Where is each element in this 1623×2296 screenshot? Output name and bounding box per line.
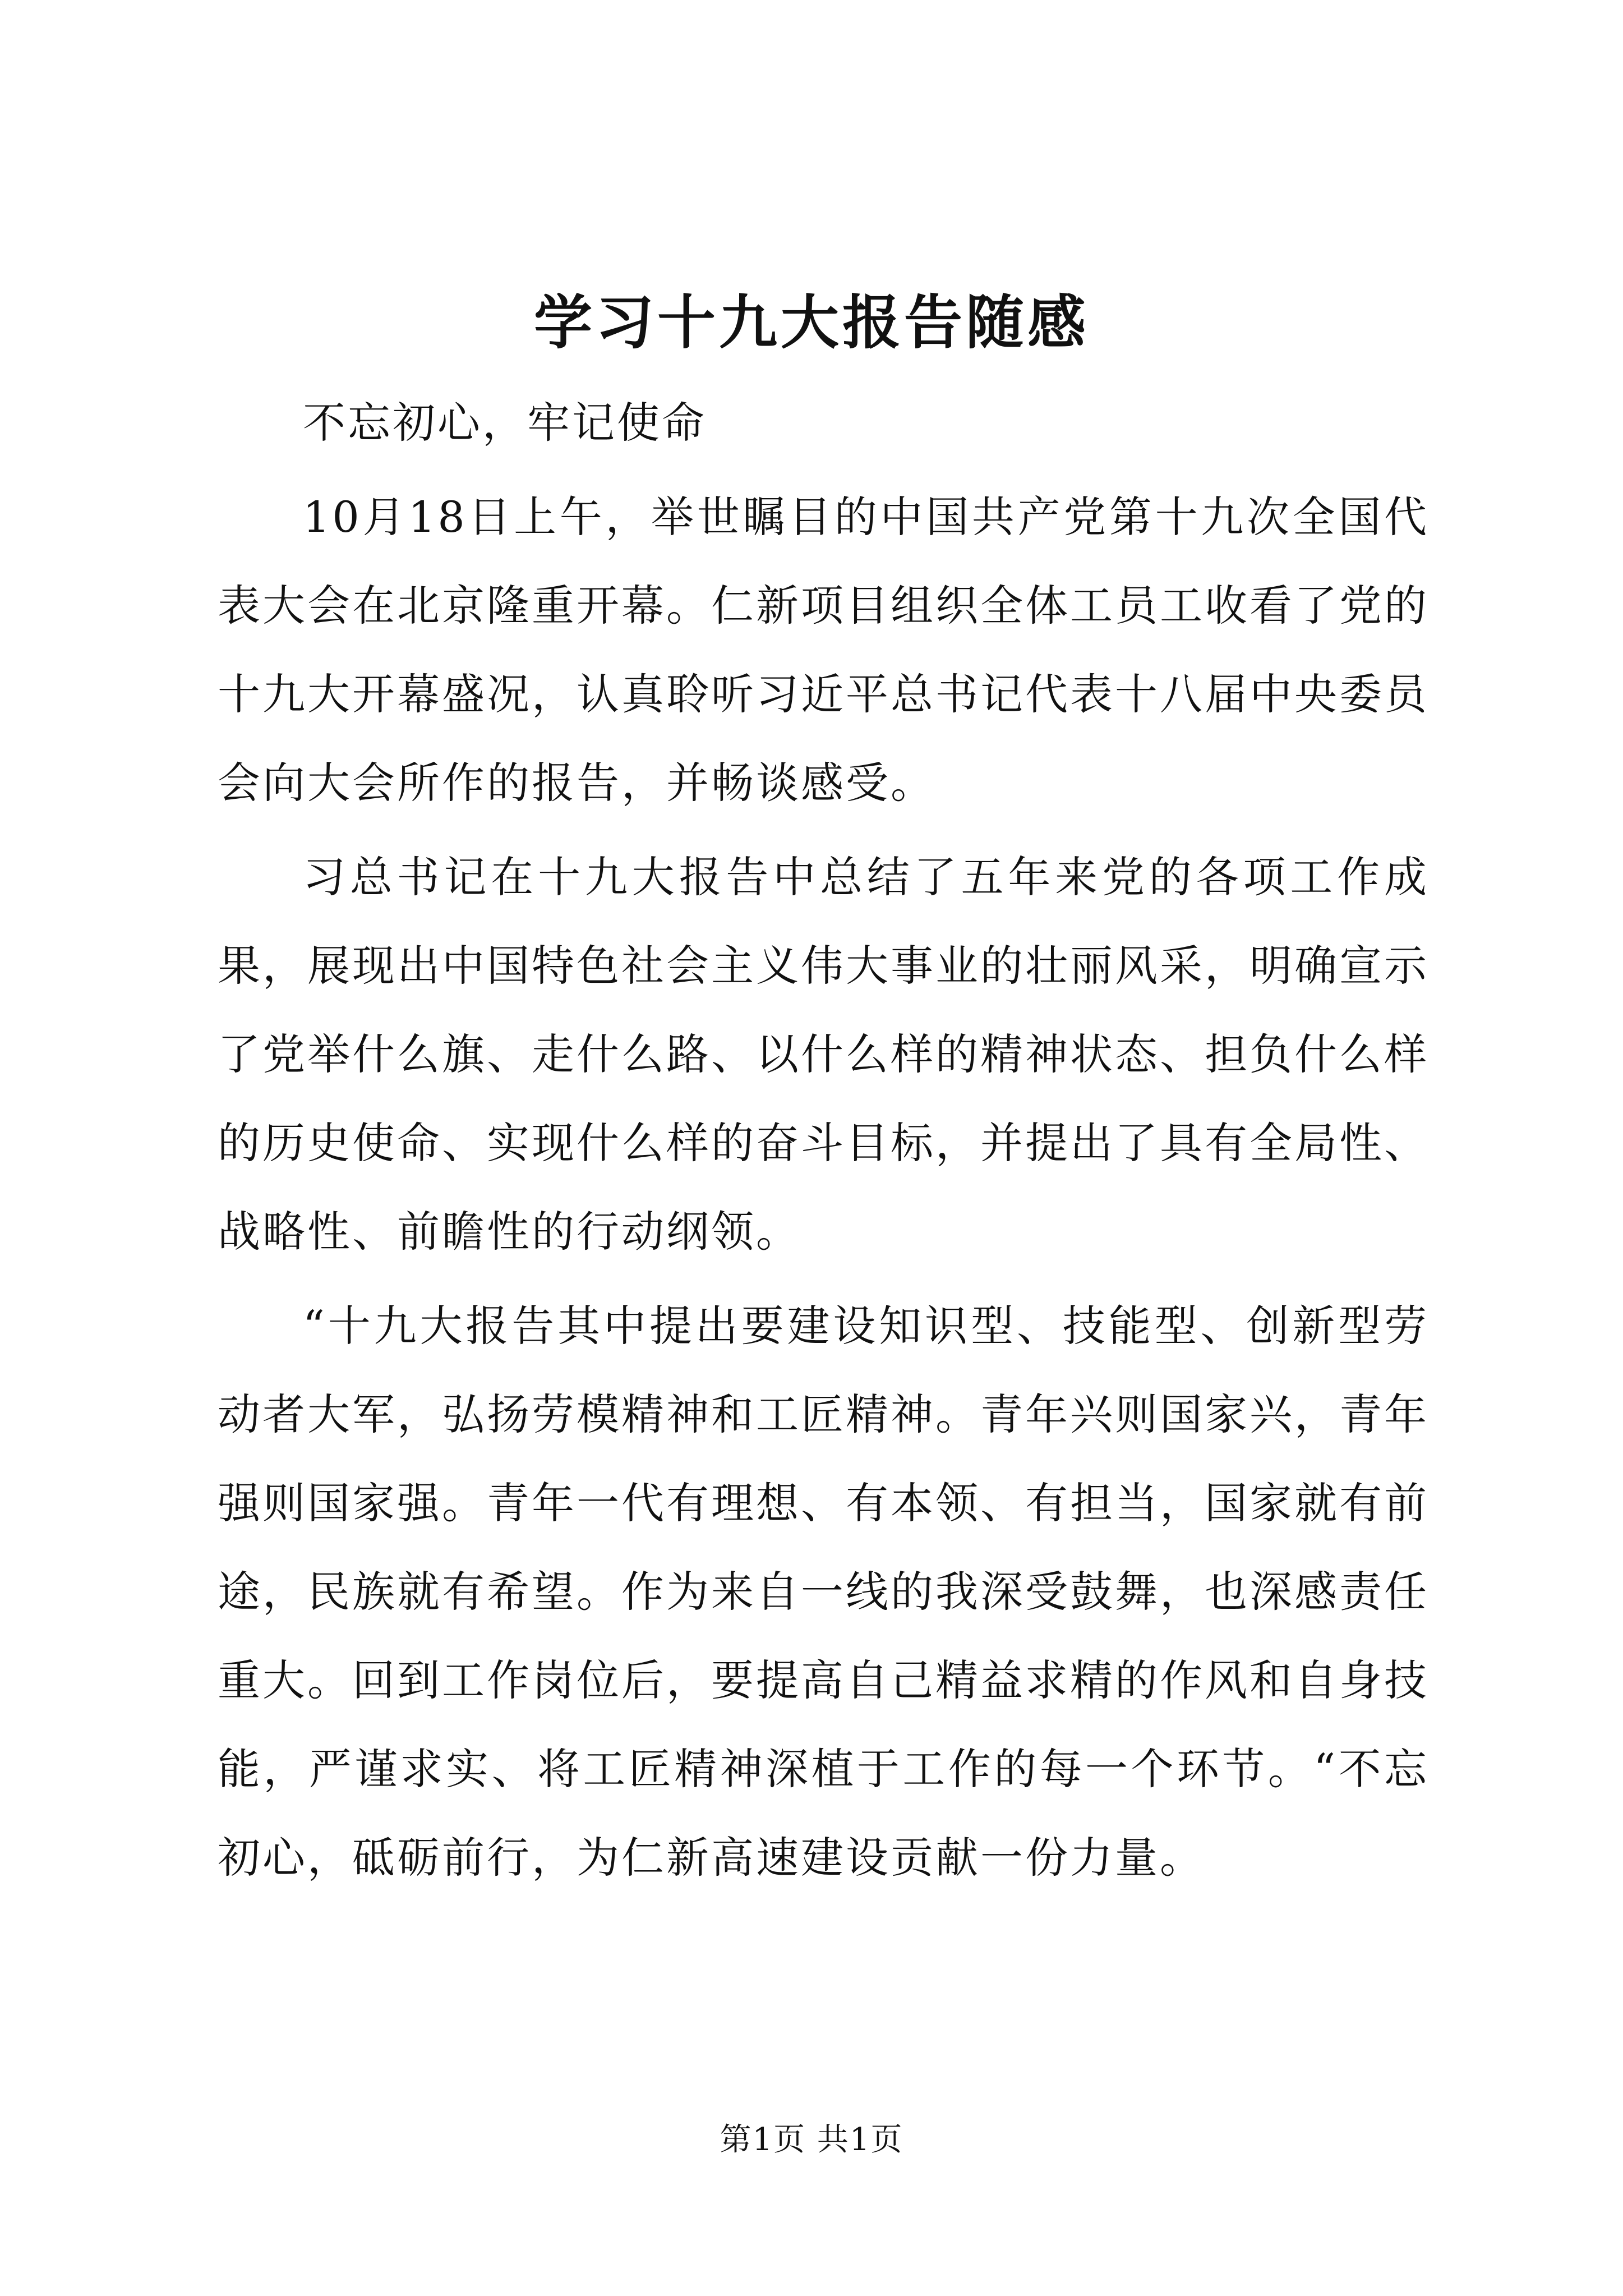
paragraph-reflection: “十九大报告其中提出要建设知识型、技能型、创新型劳动者大军，弘扬劳模精神和工匠精神。青年兴则国家兴，青年强则国家强。青年一代有理想、有本领、有担当，国家就有前途，民族就有希望。作为来自一线的我深受鼓舞，也深感责任重大。回到工作岗位后，要提高自己精益求精的作风和自身技能，严谨求实、将工匠精神深植于工作的每一个环节。“不忘初心，砥砺前行，为仁新高速建设贡献一份力量。 xyxy=(218,1301,1429,1883)
document-title: 学习十九大报告随感 xyxy=(533,288,1089,357)
paragraph-opening: 10月18日上午，举世瞩目的中国共产党第十九次全国代表大会在北京隆重开幕。仁新项目组织全体工员工收看了党的十九大开幕盛况，认真聆听习近平总书记代表十八届中央委员会向大会所作的报告，并畅谈感受。 xyxy=(218,492,1429,808)
page-number-footer: 第1页 共1页 xyxy=(720,2122,903,2158)
paragraph-subtitle: 不忘初心，牢记使命 xyxy=(303,398,707,448)
document-body xyxy=(218,379,1429,1902)
paragraph-summary: 习总书记在十九大报告中总结了五年来党的各项工作成果，展现出中国特色社会主义伟大事业的壮丽风采，明确宣示了党举什么旗、走什么路、以什么样的精神状态、担负什么样的历史使命、实现什么样的奋斗目标，并提出了具有全局性、战略性、前瞻性的行动纲领。 xyxy=(218,852,1429,1257)
